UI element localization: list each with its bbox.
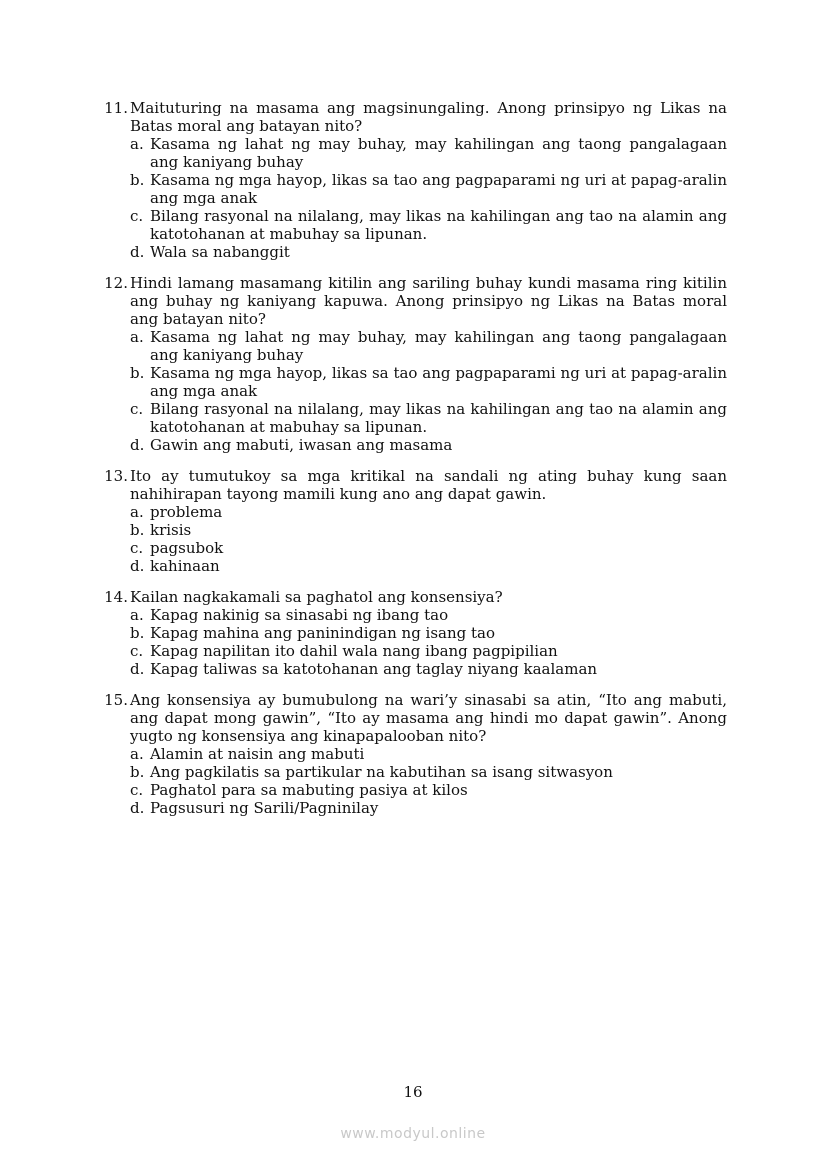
option-letter: d. [130,557,145,575]
option-letter: a. [130,503,144,521]
question-text: Maituturing na masama ang magsinungaling. Anong prinsipyo ng Likas na Batas moral ang batayan nito? [130,99,727,135]
question-number: 14. [104,588,128,606]
option-letter: c. [130,781,144,799]
option-d [130,557,727,575]
page-number: 16 [403,1083,423,1101]
question-number: 11. [104,99,128,117]
option-text: krisis [150,521,192,539]
option-letter: c. [130,642,144,660]
option-text: Kasama ng lahat ng may buhay, may kahilingan ang taong pangalagaan ang kaniyang buhay [150,135,727,171]
option-b [130,624,727,642]
question-14 [90,588,727,678]
option-d [130,660,727,678]
option-text: Kapag nakinig sa sinasabi ng ibang tao [150,606,449,624]
option-letter: b. [130,521,145,539]
option-a [130,503,727,521]
option-d [130,436,727,454]
option-letter: b. [130,624,145,642]
option-c [130,400,727,436]
question-stem [90,588,727,606]
question-stem [90,691,727,745]
option-b [130,171,727,207]
option-letter: d. [130,799,145,817]
option-text: Gawin ang mabuti, iwasan ang masama [150,436,453,454]
option-a [130,745,727,763]
question-number: 12. [104,274,128,292]
option-letter: a. [130,135,144,153]
option-text: kahinaan [150,557,220,575]
option-list [130,503,727,575]
option-d [130,799,727,817]
option-letter: c. [130,207,144,225]
option-text: Ang pagkilatis sa partikular na kabutihan sa isang sitwasyon [150,763,613,781]
option-text: Kapag taliwas sa katotohanan ang taglay niyang kaalaman [150,660,598,678]
question-15 [90,691,727,817]
option-b [130,364,727,400]
option-letter: c. [130,400,144,418]
question-text: Ang konsensiya ay bumubulong na wari’y sinasabi sa atin, “Ito ang mabuti, ang dapat mong gawin”, “Ito ay masama ang hindi mo dapat gawin”. Anong yugto ng konsensiya ang kinapapalooban nito? [130,691,727,745]
option-c [130,642,727,660]
option-text: Paghatol para sa mabuting pasiya at kilos [150,781,468,799]
question-number: 13. [104,467,128,485]
option-letter: d. [130,243,145,261]
option-list [130,135,727,261]
question-13 [90,467,727,575]
option-letter: d. [130,436,145,454]
option-c [130,207,727,243]
question-list [90,99,727,830]
question-stem [90,274,727,328]
option-letter: d. [130,660,145,678]
option-list [130,606,727,678]
question-stem [90,467,727,503]
question-text: Kailan nagkakamali sa paghatol ang konsensiya? [130,588,503,606]
question-number: 15. [104,691,128,709]
option-text: Kasama ng mga hayop, likas sa tao ang pagpaparami ng uri at papag-aralin ang mga anak [150,171,727,207]
option-list [130,745,727,817]
option-text: problema [150,503,223,521]
option-b [130,763,727,781]
question-text: Hindi lamang masamang kitilin ang sariling buhay kundi masama ring kitilin ang buhay ng kaniyang kapuwa. Anong prinsipyo ng Likas na Batas moral ang batayan nito? [130,274,727,328]
option-text: Kapag napilitan ito dahil wala nang ibang pagpipilian [150,642,558,660]
option-text: Pagsusuri ng Sarili/Pagninilay [150,799,379,817]
option-text: Kapag mahina ang paninindigan ng isang tao [150,624,496,642]
option-letter: a. [130,606,144,624]
option-text: Kasama ng lahat ng may buhay, may kahilingan ang taong pangalagaan ang kaniyang buhay [150,328,727,364]
option-letter: c. [130,539,144,557]
option-text: Wala sa nabanggit [150,243,290,261]
question-text: Ito ay tumutukoy sa mga kritikal na sandali ng ating buhay kung saan nahihirapan tayong mamili kung ano ang dapat gawin. [130,467,727,503]
option-c [130,781,727,799]
option-list [130,328,727,454]
question-stem [90,99,727,135]
watermark-text: www.modyul.online [340,1126,486,1142]
option-text: Alamin at naisin ang mabuti [150,745,365,763]
option-b [130,521,727,539]
option-text: pagsubok [150,539,224,557]
option-d [130,243,727,261]
option-letter: a. [130,745,144,763]
option-text: Bilang rasyonal na nilalang, may likas na kahilingan ang tao na alamin ang katotohanan at mabuhay sa lipunan. [150,207,727,243]
question-12 [90,274,727,454]
option-letter: b. [130,763,145,781]
question-11 [90,99,727,261]
option-a [130,328,727,364]
option-letter: b. [130,364,145,382]
option-text: Kasama ng mga hayop, likas sa tao ang pagpaparami ng uri at papag-aralin ang mga anak [150,364,727,400]
option-a [130,606,727,624]
option-text: Bilang rasyonal na nilalang, may likas na kahilingan ang tao na alamin ang katotohanan at mabuhay sa lipunan. [150,400,727,436]
option-letter: a. [130,328,144,346]
option-c [130,539,727,557]
option-letter: b. [130,171,145,189]
option-a [130,135,727,171]
